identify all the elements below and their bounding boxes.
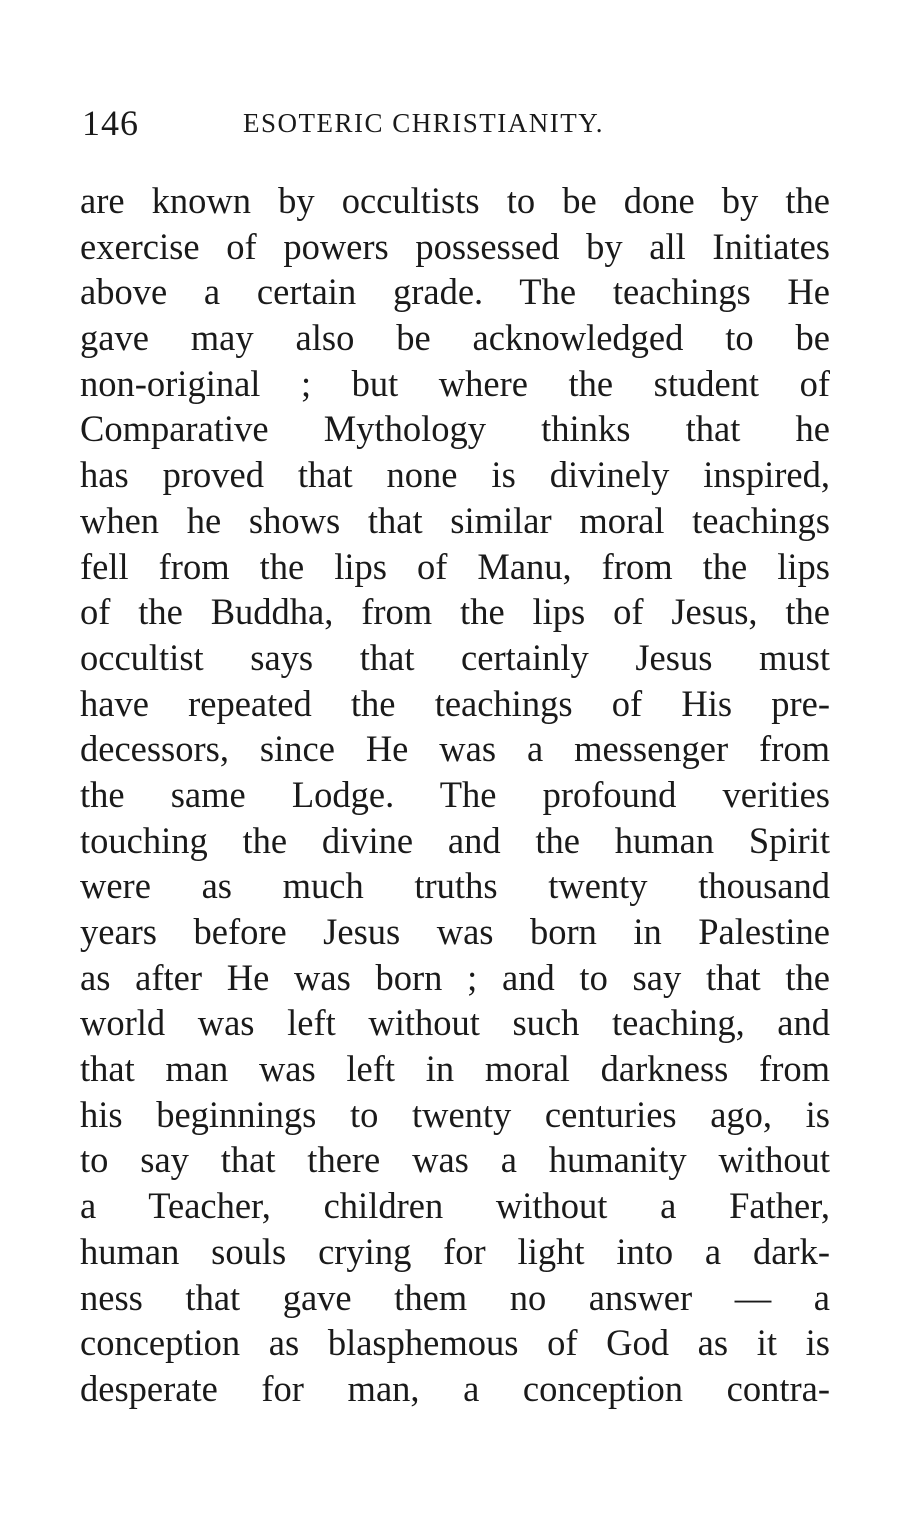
- text-line: conception as blasphemous of God as it is: [80, 1322, 830, 1364]
- text-line: of the Buddha, from the lips of Jesus, the: [80, 591, 830, 633]
- text-line: fell from the lips of Manu, from the lips: [80, 545, 830, 587]
- text-line: has proved that none is divinely inspired,: [80, 454, 830, 496]
- text-line: that man was left in moral darkness from: [80, 1048, 830, 1090]
- text-line: the same Lodge. The profound verities: [80, 773, 830, 815]
- text-line: Comparative Mythology thinks that he: [80, 408, 830, 450]
- text-line: desperate for man, a conception contra-: [80, 1367, 830, 1409]
- text-line: a Teacher, children without a Father,: [80, 1185, 830, 1227]
- text-line: gave may also be acknowledged to be: [80, 317, 830, 359]
- running-title: ESOTERIC CHRISTIANITY.: [243, 108, 605, 138]
- running-head: [80, 98, 830, 148]
- text-line: human souls crying for light into a dark-: [80, 1230, 830, 1272]
- text-line: are known by occultists to be done by the: [80, 180, 830, 221]
- text-line: ness that gave them no answer — a: [80, 1276, 830, 1318]
- text-line: when he shows that similar moral teachings: [80, 499, 830, 541]
- text-line: world was left without such teaching, and: [80, 1002, 830, 1044]
- text-line: exercise of powers possessed by all Initiates: [80, 225, 830, 267]
- page-number: 146: [82, 103, 139, 143]
- text-line: were as much truths twenty thousand: [80, 865, 830, 907]
- text-line: years before Jesus was born in Palestine: [80, 911, 830, 952]
- text-line: non-original ; but where the student of: [80, 362, 830, 404]
- text-line: touching the divine and the human Spirit: [80, 819, 830, 861]
- text-line: to say that there was a humanity without: [80, 1139, 830, 1181]
- text-line: as after He was born ; and to say that the: [80, 956, 830, 998]
- text-line: above a certain grade. The teachings He: [80, 271, 830, 313]
- body-text: [80, 178, 830, 1412]
- text-line: occultist says that certainly Jesus must: [80, 636, 830, 678]
- text-line: have repeated the teachings of His pre-: [80, 682, 830, 724]
- text-line: decessors, since He was a messenger from: [80, 728, 830, 770]
- text-line: his beginnings to twenty centuries ago, is: [80, 1093, 830, 1135]
